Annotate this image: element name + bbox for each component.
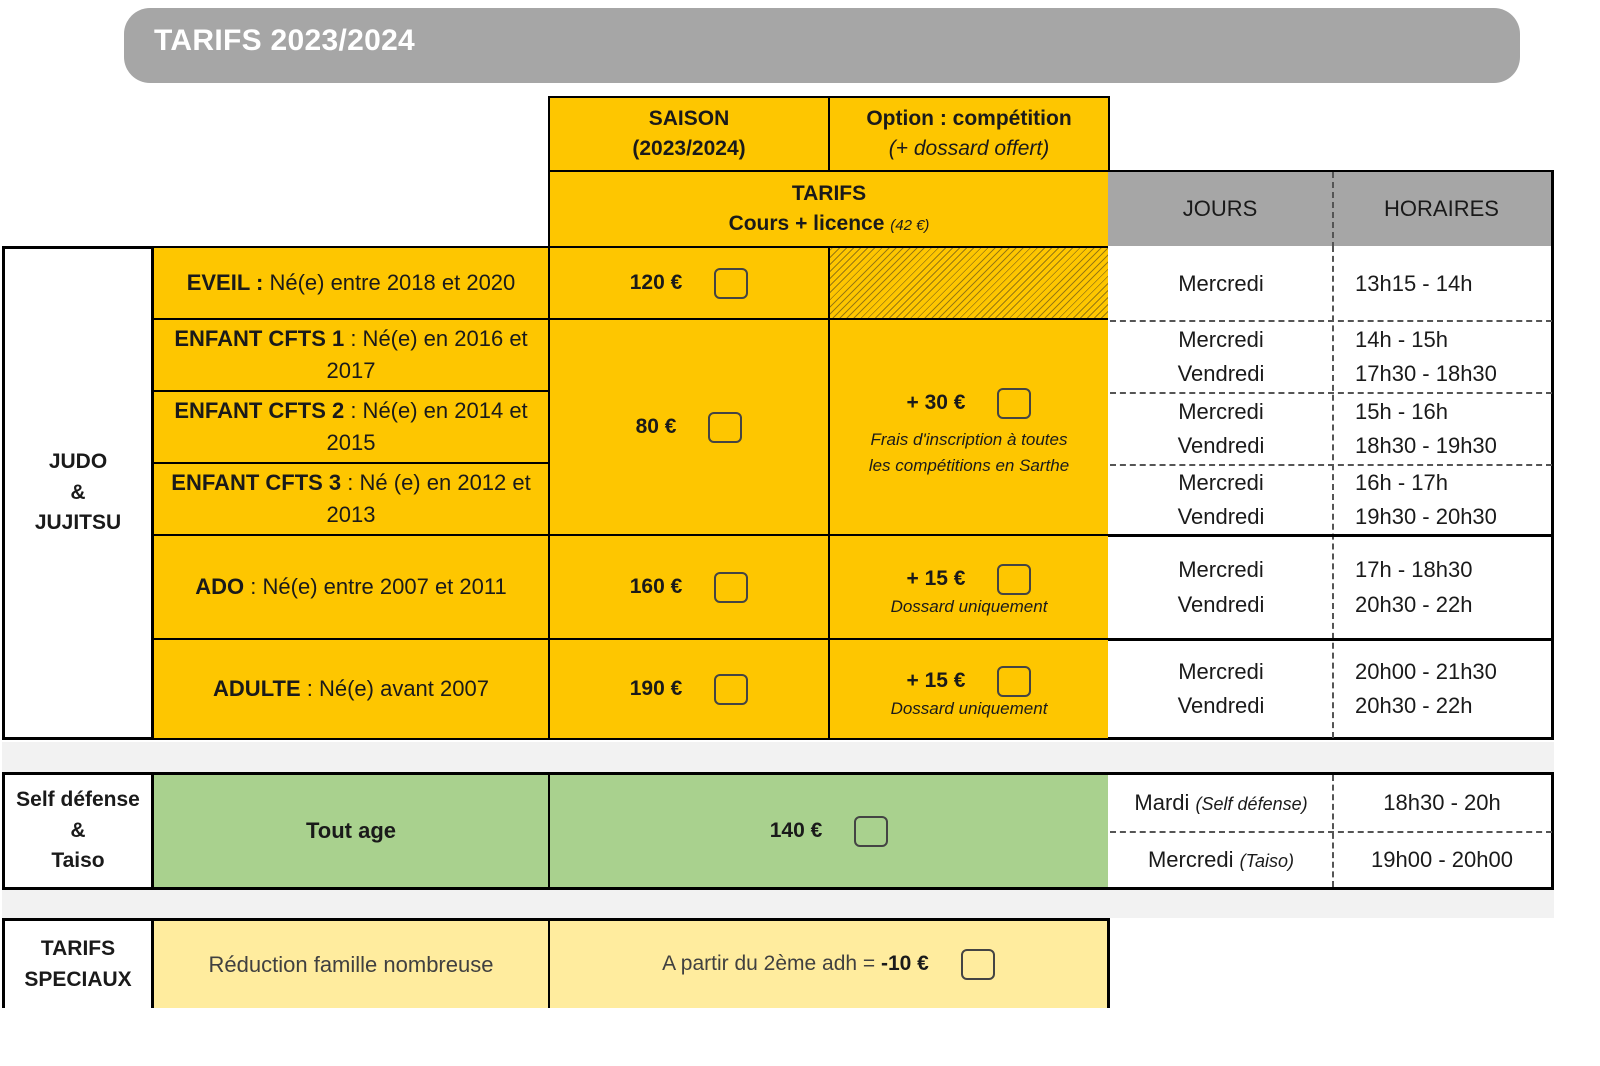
enfant-option-value: + 30 € bbox=[906, 391, 966, 415]
header-horaires bbox=[1332, 170, 1554, 248]
cfts2-days: Mercredi Vendredi bbox=[1177, 398, 1265, 458]
spacer-band-2 bbox=[2, 890, 1554, 918]
enfant-option-note1: Frais d'inscription à toutes bbox=[870, 430, 1068, 449]
row-adulte-name bbox=[152, 638, 550, 740]
row-cfts2-desc2: 2015 bbox=[326, 430, 376, 455]
enfant-price-value: 80 € bbox=[635, 414, 677, 438]
header-saison-line1: SAISON bbox=[648, 106, 730, 130]
self-day1: Mardi (Self défense) bbox=[1134, 789, 1308, 815]
enfant-option-note2: les compétitions en Sarthe bbox=[868, 455, 1070, 475]
category-self-line3: Taiso bbox=[51, 849, 105, 873]
self-price bbox=[548, 772, 1110, 890]
row-ado-desc: : Né(e) entre 2007 et 2011 bbox=[244, 574, 507, 600]
category-special bbox=[2, 918, 154, 1008]
ado-price-checkbox[interactable] bbox=[714, 572, 748, 603]
row-cfts1-label: ENFANT CFTS 1 bbox=[174, 326, 345, 352]
row-cfts3-desc2: 2013 bbox=[326, 502, 376, 527]
row-adulte-price bbox=[548, 638, 830, 740]
category-self bbox=[2, 772, 154, 890]
header-tarifs bbox=[548, 170, 1110, 248]
row-eveil-price bbox=[548, 246, 830, 320]
ado-price-value: 160 € bbox=[629, 574, 683, 598]
special-discount bbox=[548, 918, 1110, 1008]
adulte-days: Mercredi Vendredi bbox=[1177, 658, 1265, 718]
row-adulte-label: ADULTE bbox=[213, 676, 301, 702]
row-cfts3-desc: : Né (e) en 2012 et bbox=[341, 470, 531, 496]
category-judo-line3: JUJITSU bbox=[34, 511, 122, 535]
row-cfts3-label: ENFANT CFTS 3 bbox=[171, 470, 342, 496]
ado-option-checkbox[interactable] bbox=[997, 564, 1031, 595]
header-horaires-label: HORAIRES bbox=[1384, 196, 1499, 222]
row-ado-label: ADO bbox=[195, 574, 245, 600]
spacer-band-1 bbox=[2, 742, 1554, 772]
ado-option-note: Dossard uniquement bbox=[890, 597, 1048, 617]
eveil-price-value: 120 € bbox=[629, 270, 683, 294]
cfts3-hours: 16h - 17h 19h30 - 20h30 bbox=[1355, 469, 1497, 529]
self-age-label: Tout age bbox=[305, 818, 397, 844]
enfant-option bbox=[828, 318, 1110, 536]
row-eveil-label: EVEIL : bbox=[186, 270, 264, 296]
row-ado-price bbox=[548, 534, 830, 640]
row-cfts1-desc2: 2017 bbox=[326, 358, 376, 383]
row-cfts2-label: ENFANT CFTS 2 bbox=[174, 398, 345, 424]
cfts2-hours: 15h - 16h 18h30 - 19h30 bbox=[1355, 398, 1497, 458]
special-label bbox=[152, 918, 550, 1008]
self-age bbox=[152, 772, 550, 890]
header-jours bbox=[1108, 170, 1332, 248]
category-judo-line1: JUDO bbox=[48, 450, 108, 474]
header-saison bbox=[548, 96, 830, 172]
eveil-price-checkbox[interactable] bbox=[714, 268, 748, 299]
adulte-price-value: 190 € bbox=[629, 676, 683, 700]
self-price-checkbox[interactable] bbox=[854, 816, 888, 847]
row-cfts1-desc: : Né(e) en 2016 et bbox=[344, 326, 528, 352]
self-hours2: 19h00 - 20h00 bbox=[1371, 846, 1513, 872]
eveil-option-hatched bbox=[828, 246, 1110, 320]
ado-hours: 17h - 18h30 20h30 - 22h bbox=[1355, 557, 1473, 617]
adulte-option-checkbox[interactable] bbox=[997, 666, 1031, 697]
ado-option-value: + 15 € bbox=[906, 567, 966, 591]
cfts1-days: Mercredi Vendredi bbox=[1177, 326, 1265, 386]
cfts1-hours: 14h - 15h 17h30 - 18h30 bbox=[1355, 326, 1497, 386]
self-day2: Mercredi (Taiso) bbox=[1147, 846, 1295, 872]
special-label-text: Réduction famille nombreuse bbox=[208, 951, 494, 977]
category-judo bbox=[2, 246, 154, 740]
header-saison-line2: (2023/2024) bbox=[632, 137, 746, 160]
self-price-value: 140 € bbox=[769, 818, 823, 842]
adulte-hours: 20h00 - 21h30 20h30 - 22h bbox=[1355, 658, 1497, 718]
eveil-days: Mercredi bbox=[1178, 270, 1264, 296]
row-cfts3-name bbox=[152, 462, 550, 536]
header-divider bbox=[1332, 172, 1334, 248]
header-tarifs-line2: Cours + licence bbox=[728, 212, 885, 235]
category-special-line1: TARIFS bbox=[40, 937, 116, 961]
row-adulte-desc: : Né(e) avant 2007 bbox=[300, 676, 489, 702]
adulte-price-checkbox[interactable] bbox=[714, 674, 748, 705]
special-discount-text: A partir du 2ème adh = bbox=[662, 952, 881, 976]
special-discount-value: -10 € bbox=[881, 952, 929, 976]
adulte-option-value: + 15 € bbox=[906, 669, 966, 693]
eveil-hours: 13h15 - 14h bbox=[1355, 270, 1473, 296]
special-discount-checkbox[interactable] bbox=[961, 949, 995, 980]
category-self-line2: & bbox=[70, 818, 86, 842]
row-ado-name bbox=[152, 534, 550, 640]
enfant-option-checkbox[interactable] bbox=[997, 388, 1031, 419]
enfant-price-checkbox[interactable] bbox=[708, 412, 742, 443]
header-option bbox=[828, 96, 1110, 172]
enfant-price bbox=[548, 318, 830, 536]
category-special-line2: SPECIAUX bbox=[24, 967, 132, 991]
page-title: TARIFS 2023/2024 bbox=[154, 24, 416, 57]
adulte-option bbox=[828, 638, 1110, 740]
header-option-line1: Option : compétition bbox=[866, 106, 1072, 130]
ado-option bbox=[828, 534, 1110, 640]
cfts3-days: Mercredi Vendredi bbox=[1177, 469, 1265, 529]
header-jours-label: JOURS bbox=[1182, 196, 1258, 222]
category-judo-line2: & bbox=[70, 480, 86, 504]
adulte-option-note: Dossard uniquement bbox=[890, 699, 1048, 719]
row-cfts1-name bbox=[152, 318, 550, 392]
ado-days: Mercredi Vendredi bbox=[1177, 557, 1265, 617]
self-hours1: 18h30 - 20h bbox=[1383, 789, 1501, 815]
row-eveil-desc: Né(e) entre 2018 et 2020 bbox=[263, 270, 516, 296]
header-tarifs-note: (42 €) bbox=[890, 217, 930, 234]
header-tarifs-line1: TARIFS bbox=[791, 181, 867, 205]
row-cfts2-desc: : Né(e) en 2014 et bbox=[344, 398, 528, 424]
header-option-line2: (+ dossard offert) bbox=[888, 137, 1050, 160]
row-eveil-name bbox=[152, 246, 550, 320]
category-self-line1: Self défense bbox=[16, 788, 140, 812]
row-cfts2-name bbox=[152, 390, 550, 464]
